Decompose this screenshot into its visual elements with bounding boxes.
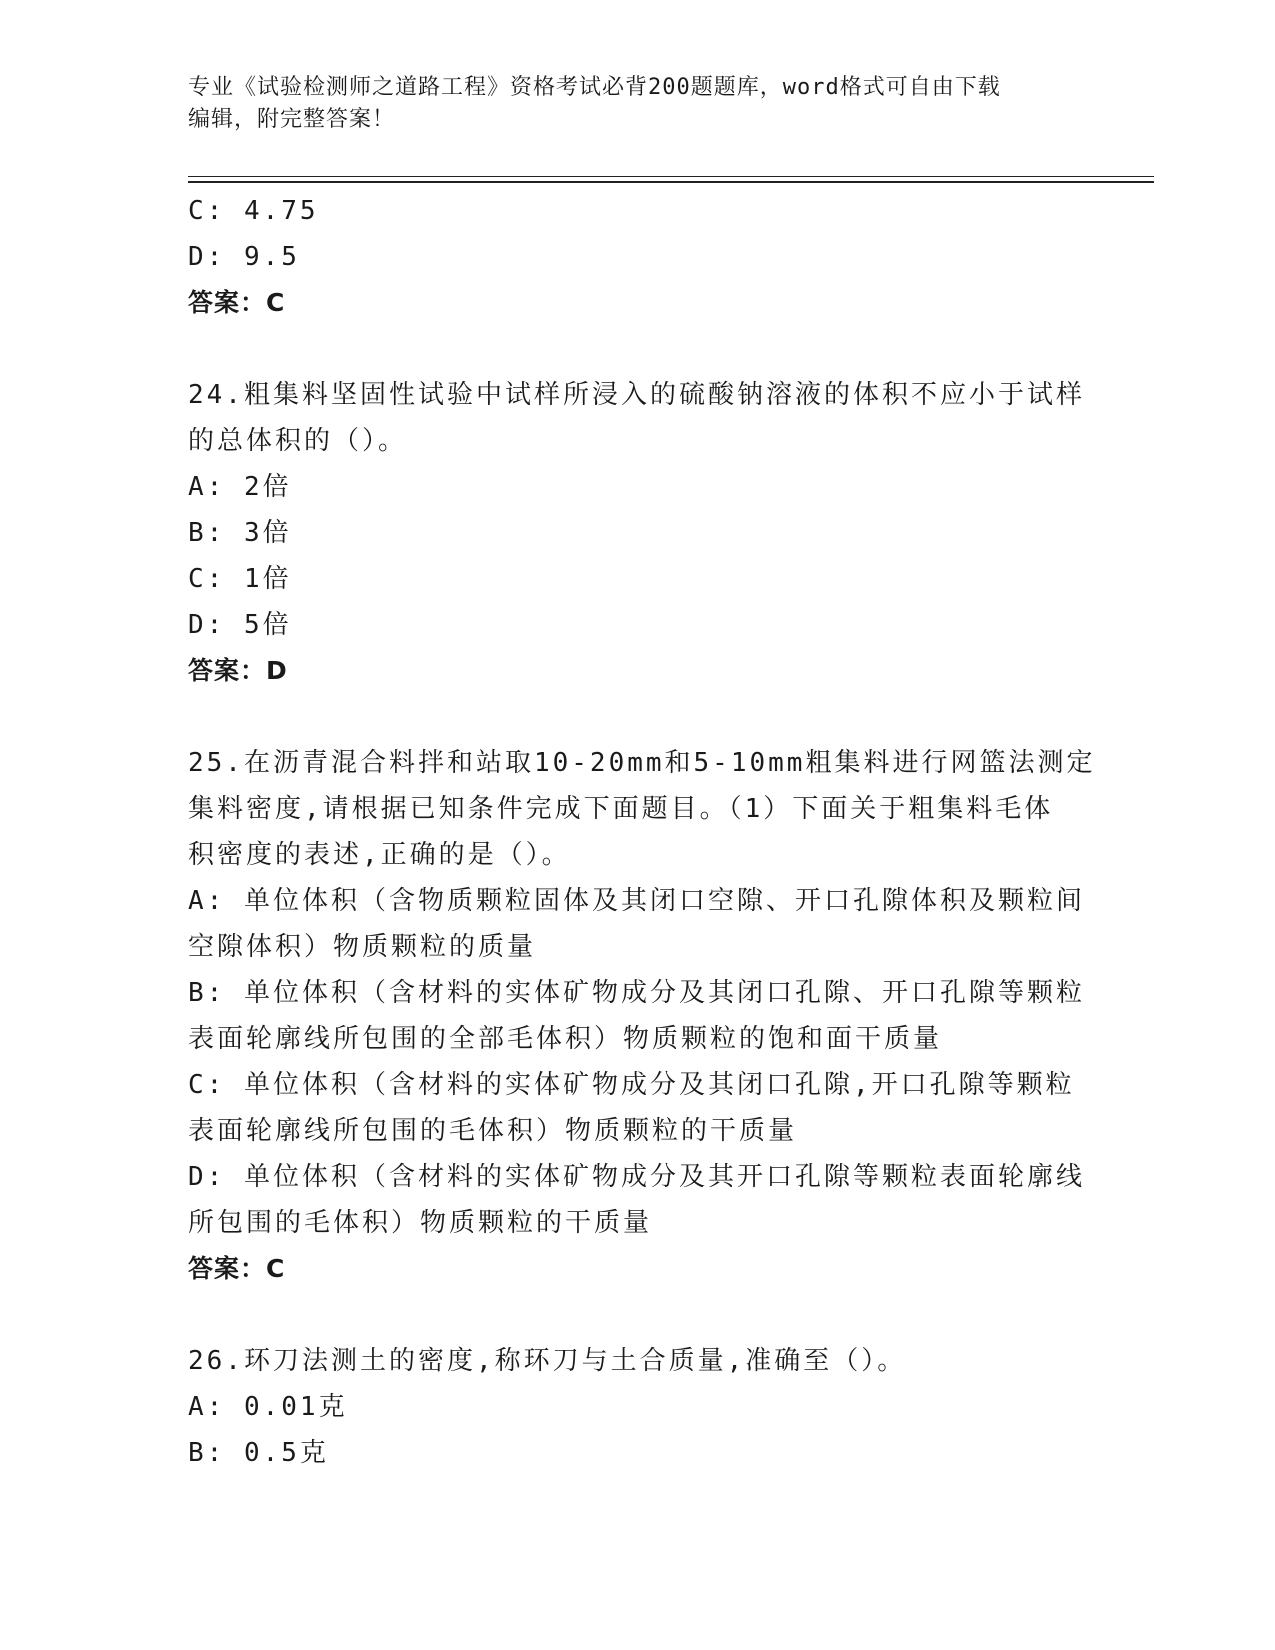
question-26 (188, 1338, 1088, 1476)
option-line: B: 单位体积（含材料的实体矿物成分及其闭口孔隙、开口孔隙等颗粒 (188, 978, 1085, 1008)
question-text: 26.环刀法测土的密度,称环刀与土合质量,准确至（）。 (188, 1346, 907, 1376)
header-line-1: 专业《试验检测师之道路工程》资格考试必背200题题库，word格式可自由下载 (188, 75, 1001, 100)
option-line: C: 单位体积（含材料的实体矿物成分及其闭口孔隙,开口孔隙等颗粒 (188, 1070, 1075, 1100)
question-text: 积密度的表述,正确的是（）。 (188, 840, 571, 870)
option-line: D: 5倍 (188, 610, 292, 640)
option-line: 所包围的毛体积）物质颗粒的干质量 (188, 1208, 653, 1238)
question-text: 25.在沥青混合料拌和站取10-20mm和5-10mm粗集料进行网篮法测定 (188, 748, 1096, 778)
option-line: A: 0.01克 (188, 1392, 348, 1422)
question-content (188, 188, 1096, 1476)
option-line: B: 3倍 (188, 518, 292, 548)
option-line: A: 单位体积（含物质颗粒固体及其闭口空隙、开口孔隙体积及颗粒间 (188, 886, 1085, 916)
answer-line: 答案：C (188, 288, 286, 317)
page-header (188, 72, 1088, 136)
header-line-2: 编辑，附完整答案！ (188, 107, 396, 132)
question-24 (188, 372, 1088, 694)
option-line: D: 9.5 (188, 242, 300, 272)
option-line: B: 0.5克 (188, 1438, 329, 1468)
option-line: 表面轮廓线所包围的毛体积）物质颗粒的干质量 (188, 1116, 798, 1146)
option-line: C: 4.75 (188, 196, 319, 226)
option-line: C: 1倍 (188, 564, 292, 594)
question-text: 集料密度,请根据已知条件完成下面题目。（1）下面关于粗集料毛体 (188, 794, 1054, 824)
answer-line: 答案：C (188, 1254, 286, 1283)
question-text: 24.粗集料坚固性试验中试样所浸入的硫酸钠溶液的体积不应小于试样 (188, 380, 1085, 410)
option-line: 空隙体积）物质颗粒的质量 (188, 932, 537, 962)
header-divider-thin (188, 176, 1154, 177)
option-line: D: 单位体积（含材料的实体矿物成分及其开口孔隙等颗粒表面轮廓线 (188, 1162, 1085, 1192)
option-line: A: 2倍 (188, 472, 292, 502)
question-25 (188, 740, 1096, 1292)
option-line: 表面轮廓线所包围的全部毛体积）物质颗粒的饱和面干质量 (188, 1024, 943, 1054)
question-text: 的总体积的（）。 (188, 426, 408, 456)
header-divider-thick (188, 181, 1154, 183)
answer-line: 答案：D (188, 656, 288, 685)
